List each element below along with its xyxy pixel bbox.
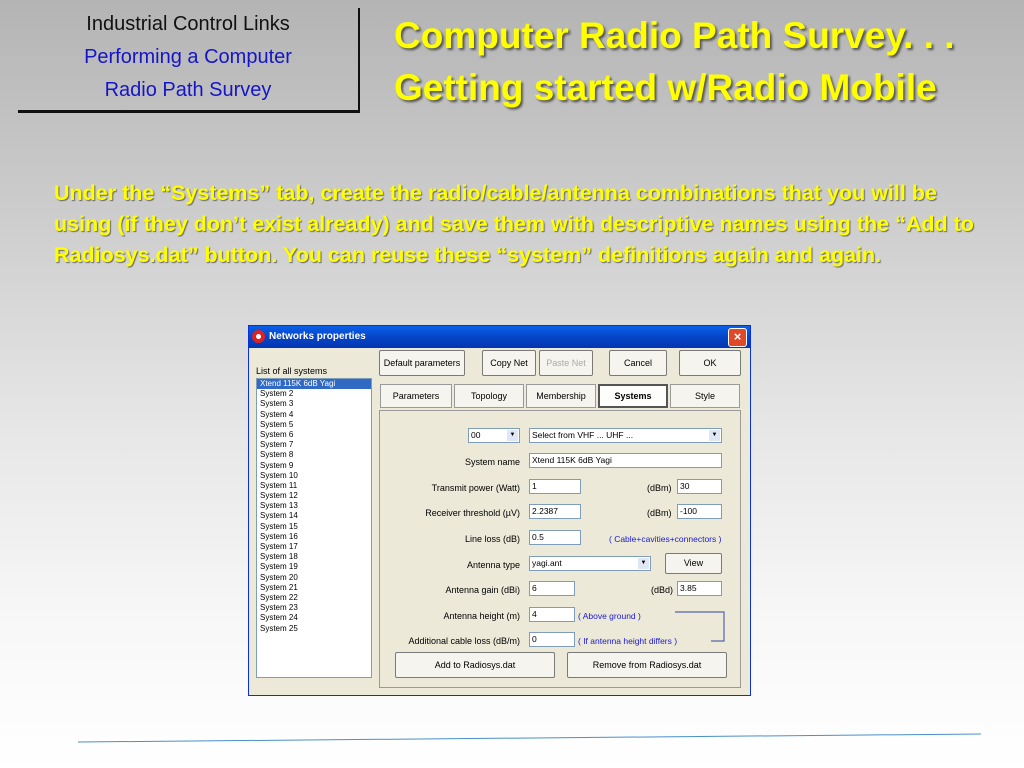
additional-cable-loss-input[interactable]: 0 bbox=[529, 632, 575, 647]
tab-systems[interactable]: Systems bbox=[598, 384, 668, 408]
remove-from-radiosys-button[interactable]: Remove from Radiosys.dat bbox=[567, 652, 727, 678]
dialog-titlebar[interactable] bbox=[249, 326, 750, 348]
line-loss-note: ( Cable+cavities+connectors ) bbox=[609, 534, 722, 544]
band-select-value: Select from VHF ... UHF ... bbox=[532, 430, 634, 440]
system-name-label: System name bbox=[464, 457, 520, 467]
app-icon bbox=[252, 330, 265, 343]
list-item[interactable]: System 24 bbox=[260, 613, 298, 623]
slide-title-line-2: Getting started w/Radio Mobile bbox=[394, 67, 937, 108]
dialog-title: Networks properties bbox=[269, 331, 366, 342]
list-item[interactable]: System 20 bbox=[260, 572, 298, 582]
receiver-dbm-input[interactable]: -100 bbox=[677, 504, 722, 519]
receiver-threshold-label: Receiver threshold (µV) bbox=[425, 508, 520, 518]
list-item[interactable]: System 13 bbox=[260, 501, 298, 511]
list-item[interactable]: System 11 bbox=[260, 480, 298, 490]
list-label: List of all systems bbox=[256, 366, 328, 376]
receiver-dbm-label: (dBm) bbox=[647, 508, 672, 518]
networks-properties-dialog bbox=[248, 325, 751, 696]
body-text: Under the “Systems” tab, create the radio/cable/antenna combinations that you will be using (if they don’t exist already) and save them with descriptive names using the “Add to Radiosys.dat” button. You can reuse these “system” definitions again and again. bbox=[54, 181, 974, 267]
list-item[interactable]: System 12 bbox=[260, 491, 298, 501]
antenna-gain-label: Antenna gain (dBi) bbox=[445, 585, 520, 595]
list-item[interactable]: System 7 bbox=[260, 440, 294, 450]
list-item[interactable]: System 16 bbox=[260, 531, 298, 541]
tab-style[interactable]: Style bbox=[670, 384, 740, 408]
ok-button[interactable]: OK bbox=[679, 350, 741, 376]
copy-net-button[interactable]: Copy Net bbox=[482, 350, 536, 376]
additional-cable-loss-note: ( If antenna height differs ) bbox=[578, 636, 678, 646]
list-item[interactable]: System 19 bbox=[260, 562, 298, 572]
list-item[interactable]: System 15 bbox=[260, 521, 298, 531]
list-item[interactable]: System 21 bbox=[260, 582, 298, 592]
list-item[interactable]: Xtend 115K 6dB Yagi bbox=[257, 379, 371, 389]
header-line-1: Industrial Control Links bbox=[86, 13, 290, 35]
tab-topology[interactable]: Topology bbox=[454, 384, 524, 408]
line-loss-label: Line loss (dB) bbox=[464, 534, 520, 544]
system-index-select[interactable] bbox=[468, 428, 520, 443]
add-to-radiosys-button[interactable]: Add to Radiosys.dat bbox=[395, 652, 555, 678]
list-item[interactable]: System 2 bbox=[260, 389, 294, 399]
header-line-2: Performing a Computer bbox=[84, 46, 292, 68]
tab-parameters[interactable]: Parameters bbox=[380, 384, 452, 408]
close-icon[interactable]: × bbox=[728, 328, 747, 347]
list-item[interactable]: System 3 bbox=[260, 399, 294, 409]
antenna-height-input[interactable]: 4 bbox=[529, 607, 575, 622]
list-item[interactable]: System 4 bbox=[260, 409, 294, 419]
list-item[interactable]: System 25 bbox=[260, 623, 298, 633]
additional-cable-loss-label: Additional cable loss (dB/m) bbox=[408, 636, 520, 646]
list-item[interactable]: System 22 bbox=[260, 592, 298, 602]
list-item[interactable]: System 10 bbox=[260, 470, 298, 480]
list-item[interactable]: System 8 bbox=[260, 450, 294, 460]
system-name-input[interactable]: Xtend 115K 6dB Yagi bbox=[529, 453, 722, 468]
systems-list[interactable] bbox=[256, 378, 372, 678]
list-item[interactable]: System 17 bbox=[260, 542, 298, 551]
tab-membership[interactable]: Membership bbox=[526, 384, 596, 408]
cancel-button[interactable]: Cancel bbox=[609, 350, 667, 376]
height-bracket-icon bbox=[669, 606, 729, 646]
list-item[interactable]: System 14 bbox=[260, 511, 298, 521]
receiver-threshold-input[interactable]: 2.2387 bbox=[529, 504, 581, 519]
chevron-down-icon: ▼ bbox=[709, 430, 720, 441]
list-item[interactable]: System 5 bbox=[260, 419, 294, 429]
antenna-type-value: yagi.ant bbox=[532, 558, 562, 568]
antenna-type-select[interactable] bbox=[529, 556, 651, 571]
antenna-type-label: Antenna type bbox=[466, 560, 520, 570]
slide-title bbox=[394, 10, 1014, 114]
line-loss-input[interactable]: 0.5 bbox=[529, 530, 581, 545]
view-button[interactable]: View bbox=[665, 553, 722, 574]
transmit-power-label: Transmit power (Watt) bbox=[431, 483, 520, 493]
antenna-gain-input[interactable]: 6 bbox=[529, 581, 575, 596]
slide-title-line-1: Computer Radio Path Survey. . . bbox=[394, 15, 955, 56]
antenna-dbd-input[interactable]: 3.85 bbox=[677, 581, 722, 596]
default-parameters-button[interactable]: Default parameters bbox=[379, 350, 465, 376]
list-item[interactable]: System 6 bbox=[260, 429, 294, 439]
antenna-height-label: Antenna height (m) bbox=[443, 611, 520, 621]
chevron-down-icon: ▼ bbox=[638, 558, 649, 569]
transmit-dbm-label: (dBm) bbox=[647, 483, 672, 493]
header-box bbox=[18, 8, 360, 113]
chevron-down-icon: ▼ bbox=[507, 430, 518, 441]
transmit-dbm-input[interactable]: 30 bbox=[677, 479, 722, 494]
transmit-power-input[interactable]: 1 bbox=[529, 479, 581, 494]
footer-line bbox=[78, 733, 981, 743]
header-line-3: Radio Path Survey bbox=[104, 79, 272, 101]
band-select[interactable] bbox=[529, 428, 722, 443]
list-item[interactable]: System 9 bbox=[260, 460, 294, 470]
antenna-dbd-label: (dBd) bbox=[651, 585, 674, 595]
list-item[interactable]: System 23 bbox=[260, 603, 298, 613]
list-item[interactable]: System 18 bbox=[260, 552, 298, 562]
system-index-value: 00 bbox=[471, 430, 481, 440]
antenna-height-note: ( Above ground ) bbox=[578, 611, 641, 621]
paste-net-button[interactable]: Paste Net bbox=[539, 350, 593, 376]
